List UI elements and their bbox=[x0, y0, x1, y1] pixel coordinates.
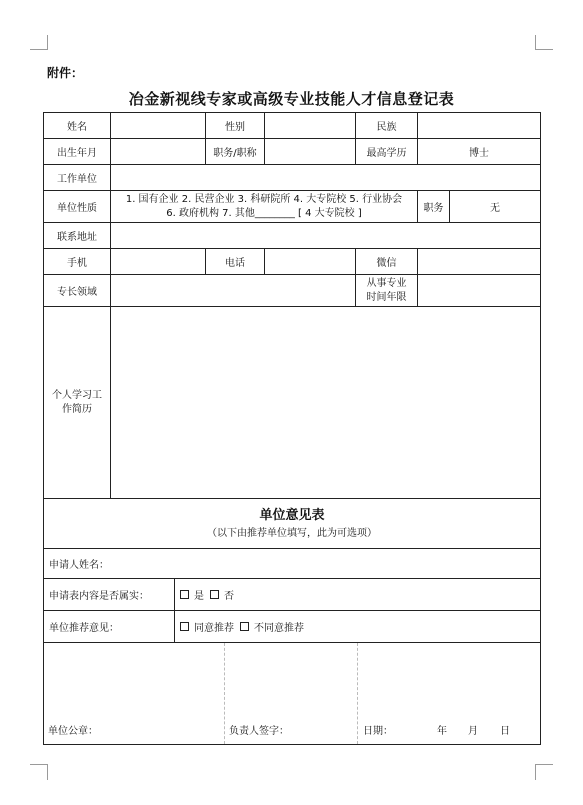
unit-type-options-line1: 1. 国有企业 2. 民营企业 3. 科研院所 4. 大专院校 5. 行业协会 bbox=[125, 193, 403, 205]
signature-label: 负责人签字： bbox=[229, 726, 289, 737]
resume-label bbox=[43, 306, 111, 499]
crop-mark bbox=[30, 764, 48, 765]
resume-field[interactable] bbox=[110, 306, 541, 499]
mobile-field[interactable] bbox=[110, 248, 206, 275]
name-field[interactable] bbox=[110, 112, 206, 139]
checkbox-icon bbox=[180, 590, 189, 599]
applicant-name-label: 申请人姓名： bbox=[49, 560, 109, 571]
unit-type-options-line2: 6. 政府机构 7. 其他________ [ 4 大专院校 ] bbox=[166, 207, 362, 219]
duty-field[interactable]: 无 bbox=[449, 190, 541, 223]
crop-mark bbox=[47, 764, 48, 780]
gender-field[interactable] bbox=[264, 112, 356, 139]
divider bbox=[357, 643, 358, 744]
ethnicity-label: 民族 bbox=[355, 112, 418, 139]
phone-label: 电话 bbox=[205, 248, 265, 275]
disagree-label: 不同意推荐 bbox=[254, 623, 304, 634]
work-unit-label: 工作单位 bbox=[43, 164, 111, 191]
truth-yes-label: 是 bbox=[194, 591, 204, 602]
years-label-line1: 从事专业 bbox=[366, 277, 407, 289]
specialty-label: 专长领域 bbox=[43, 274, 111, 307]
recommend-label: 单位推荐意见： bbox=[43, 610, 175, 643]
unit-type-options[interactable] bbox=[110, 190, 418, 223]
checkbox-icon bbox=[180, 622, 189, 631]
crop-mark bbox=[535, 764, 553, 765]
applicant-name-row[interactable] bbox=[43, 548, 541, 579]
crop-mark bbox=[535, 764, 536, 780]
recommend-options bbox=[174, 610, 541, 643]
resume-label-line1: 个人学习工 bbox=[52, 389, 102, 401]
wechat-label: 微信 bbox=[355, 248, 418, 275]
crop-mark bbox=[47, 35, 48, 50]
truth-no-option[interactable] bbox=[210, 587, 234, 602]
checkbox-icon bbox=[210, 590, 219, 599]
agree-label: 同意推荐 bbox=[194, 623, 234, 634]
position-title-field[interactable] bbox=[264, 138, 356, 165]
education-field[interactable]: 博士 bbox=[417, 138, 541, 165]
truth-no-label: 否 bbox=[224, 591, 234, 602]
truth-yes-option[interactable] bbox=[180, 587, 204, 602]
truth-label: 申请表内容是否属实： bbox=[43, 578, 175, 611]
gender-label: 性别 bbox=[205, 112, 265, 139]
position-title-label: 职务/职称 bbox=[205, 138, 265, 165]
document-title: 冶金新视线专家或高级专业技能人才信息登记表 bbox=[128, 90, 455, 108]
disagree-option[interactable] bbox=[240, 619, 304, 634]
education-label: 最高学历 bbox=[355, 138, 418, 165]
date-day-label: 日 bbox=[500, 726, 510, 737]
signature-block[interactable] bbox=[43, 642, 541, 745]
years-label-line2: 时间年限 bbox=[366, 291, 407, 303]
date-label: 日期： bbox=[363, 726, 393, 737]
mobile-label: 手机 bbox=[43, 248, 111, 275]
divider bbox=[224, 643, 225, 744]
years-field[interactable] bbox=[417, 274, 541, 307]
phone-field[interactable] bbox=[264, 248, 356, 275]
years-label bbox=[355, 274, 418, 307]
opinion-subtitle: （以下由推荐单位填写，此为可选项） bbox=[207, 527, 377, 539]
address-label: 联系地址 bbox=[43, 222, 111, 249]
ethnicity-field[interactable] bbox=[417, 112, 541, 139]
attachment-label: 附件： bbox=[47, 66, 84, 80]
duty-label: 职务 bbox=[417, 190, 450, 223]
agree-option[interactable] bbox=[180, 619, 234, 634]
seal-label: 单位公章： bbox=[48, 726, 98, 737]
specialty-field[interactable] bbox=[110, 274, 356, 307]
work-unit-field[interactable] bbox=[110, 164, 541, 191]
wechat-field[interactable] bbox=[417, 248, 541, 275]
truth-options bbox=[174, 578, 541, 611]
date-month-label: 月 bbox=[468, 726, 478, 737]
birth-field[interactable] bbox=[110, 138, 206, 165]
opinion-title: 单位意见表 bbox=[259, 507, 325, 523]
crop-mark bbox=[535, 35, 536, 50]
opinion-header bbox=[43, 498, 541, 549]
checkbox-icon bbox=[240, 622, 249, 631]
resume-label-line2: 作简历 bbox=[62, 403, 92, 415]
birth-label: 出生年月 bbox=[43, 138, 111, 165]
crop-mark bbox=[535, 49, 553, 50]
name-label: 姓名 bbox=[43, 112, 111, 139]
address-field[interactable] bbox=[110, 222, 541, 249]
date-year-label: 年 bbox=[437, 726, 447, 737]
crop-mark bbox=[30, 49, 48, 50]
unit-type-label: 单位性质 bbox=[43, 190, 111, 223]
